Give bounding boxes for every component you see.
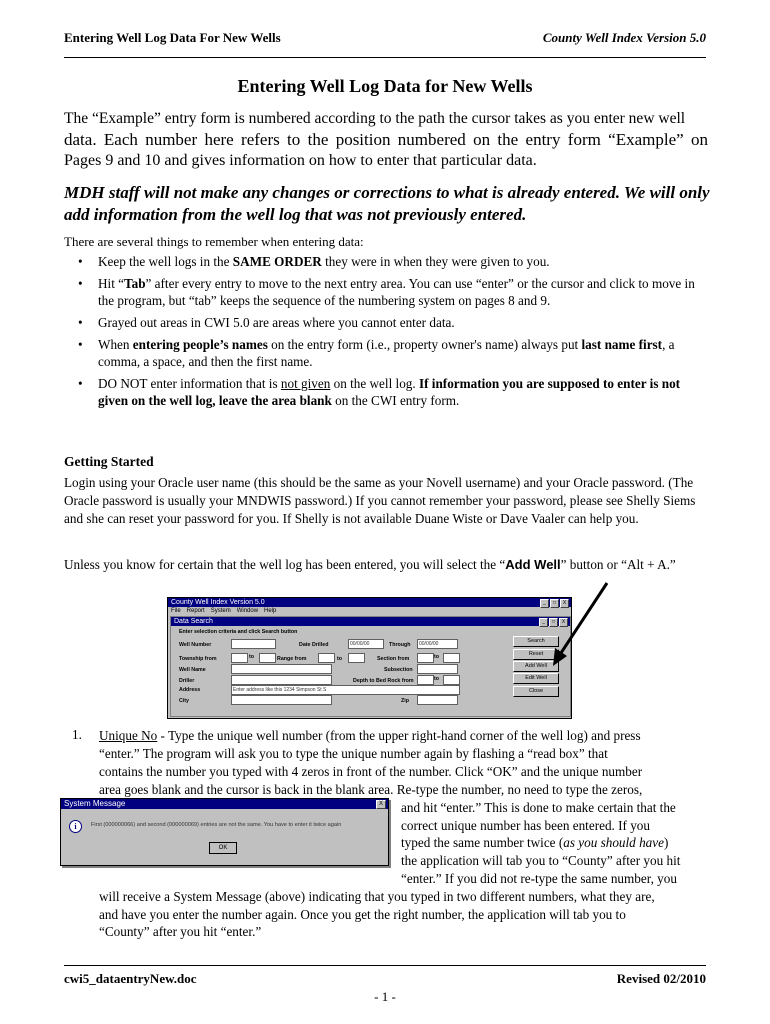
footer-rule — [64, 965, 706, 966]
close-icon[interactable]: X — [559, 618, 568, 627]
cwi-app-screenshot — [167, 597, 572, 719]
township-to-input[interactable] — [259, 653, 276, 663]
footer-filename: cwi5_dataentryNew.doc — [64, 971, 197, 986]
list-item: • DO NOT enter information that is not given on the well log. If information you are supposed to enter is not given on the well log, leave the area blank on the CWI entry form. — [78, 375, 712, 409]
section-to-label: to — [434, 654, 439, 660]
footer-revised: Revised 02/2010 — [616, 971, 706, 986]
close-icon[interactable]: X — [376, 800, 386, 809]
section-to-input[interactable] — [443, 653, 460, 663]
zip-input[interactable] — [417, 695, 458, 705]
well-name-label: Well Name — [179, 667, 206, 673]
well-name-input[interactable] — [231, 664, 332, 674]
menu-help[interactable]: Help — [264, 608, 277, 614]
driller-select[interactable] — [231, 675, 332, 685]
page-title: Entering Well Log Data for New Wells — [237, 76, 533, 96]
city-label: City — [179, 698, 190, 704]
list-item: • Hit “Tab” after every entry to move to the next entry area. You can use “enter” or the cursor and click to move in the program, but “tab” keeps the sequence of the numbering system on pages 8 and 9. — [78, 275, 712, 309]
reset-button[interactable]: Reset — [513, 649, 559, 660]
item1-line-5: will receive a System Message (above) indicating that you typed in two different numbers, what they are, — [99, 889, 655, 904]
pointer-arrow-icon — [545, 580, 615, 670]
intro-line-3: Pages 9 and 10 and gives information on how to enter that particular data. — [64, 152, 537, 169]
date-to-input[interactable]: 00/00/00 — [417, 639, 458, 649]
getting-started-text: Login using your Oracle user name (this should be the same as your Novell username) and your Oracle password. (The Oracle password is usually your MNDWIS password.) If you cannot remember your password, please see Shelly Siems and she can reset your password for you. If Shelly is not available Duane Wiste or Dave Vaaler can help you. — [64, 475, 696, 526]
item1-right-2: correct unique number has been entered. If you — [401, 818, 650, 833]
add-well-button[interactable]: Add Well — [513, 661, 559, 672]
range-from-input[interactable] — [318, 653, 335, 663]
depth-label: Depth to Bed Rock from — [353, 678, 414, 684]
close-icon[interactable]: X — [560, 599, 569, 608]
form-title-bar: Data Search _ □ X — [171, 617, 570, 626]
menu-bar — [168, 607, 571, 616]
item1-right-4: the application will tab you to “County” after you hit — [401, 853, 681, 868]
well-number-input[interactable] — [231, 639, 276, 649]
township-from-label: Township from — [179, 656, 217, 662]
item1-line-4: area goes blank and the cursor is back in the blank area. Re-type the number, no need to type the zeros, — [99, 782, 643, 797]
minimize-icon[interactable]: _ — [540, 599, 549, 608]
depth-to-input[interactable] — [443, 675, 460, 685]
item1-line-1: Unique No - Type the unique well number (from the upper right-hand corner of the well log) and press — [99, 728, 641, 743]
system-message-text: First (000000066) and second (000000069) entries are not the same. You have to enter it twice again — [91, 822, 342, 828]
list-item: • When entering people’s names on the entry form (i.e., property owner's name) always put last name first, a comma, a space, and then the first name. — [78, 336, 712, 370]
through-label: Through — [389, 642, 411, 648]
date-drilled-label: Date Drilled — [299, 642, 329, 648]
header-right: County Well Index Version 5.0 — [542, 30, 706, 45]
intro-line-2: data. Each number here refers to the position numbered on the entry form “Example” on — [64, 130, 708, 149]
app-title-bar: County Well Index Version 5.0 _ □ X — [168, 598, 571, 607]
township-to-label: to — [249, 654, 254, 660]
form-instruction: Enter selection criteria and click Search button — [179, 629, 298, 635]
list-item: • Grayed out areas in CWI 5.0 are areas where you cannot enter data. — [78, 314, 712, 331]
page-number: - 1 - — [374, 989, 396, 1004]
maximize-icon[interactable]: □ — [549, 618, 558, 627]
item1-line-3: contains the number you typed with 4 zeros in front of the number. Click “OK” and the unique number — [99, 764, 643, 779]
menu-system[interactable]: System — [210, 608, 231, 614]
range-to-input[interactable] — [348, 653, 365, 663]
edit-well-button[interactable]: Edit Well — [513, 673, 559, 684]
list-item: • Keep the well logs in the SAME ORDER they were in when they were given to you. — [78, 253, 712, 270]
item-number: 1. — [72, 727, 82, 742]
menu-report[interactable]: Report — [186, 608, 205, 614]
range-to-label: to — [337, 656, 342, 662]
getting-started-heading: Getting Started — [64, 454, 154, 469]
item1-right-5: “enter.” If you did not re-type the same number, you — [401, 871, 677, 886]
info-icon: i — [69, 820, 82, 833]
subsection-label: Subsection — [384, 667, 413, 673]
item1-line-7: “County” after you hit “enter.” — [99, 924, 262, 939]
item1-right-1: and hit “enter.” This is done to make certain that the — [401, 800, 676, 815]
maximize-icon[interactable]: □ — [550, 599, 559, 608]
city-select[interactable] — [231, 695, 332, 705]
item1-line-2: “enter.” The program will ask you to type the unique number again by flashing a “read box” that — [99, 746, 608, 761]
reminder-list — [64, 253, 712, 414]
township-from-input[interactable] — [231, 653, 248, 663]
minimize-icon[interactable]: _ — [539, 618, 548, 627]
address-label: Address — [179, 687, 201, 693]
mdh-notice: MDH staff will not make any changes or corrections to what is already entered. We will only add information from the well log that was not previously entered. — [64, 183, 710, 224]
section-from-input[interactable] — [417, 653, 434, 663]
address-input[interactable]: Enter address like this 1234 Simpson St S — [231, 685, 460, 695]
date-from-input[interactable]: 00/00/00 — [348, 639, 384, 649]
intro-line-1: The “Example” entry form is numbered according to the path the cursor takes as you enter new well — [64, 110, 686, 127]
add-well-instruction: Unless you know for certain that the well log has been entered, you will select the “Add Well” button or “Alt + A.” — [64, 557, 676, 572]
system-message-dialog — [60, 798, 389, 866]
search-button[interactable]: Search — [513, 636, 559, 647]
item1-line-6: and have you enter the number again. Once you get the right number, the application will tab you to — [99, 907, 626, 922]
zip-label: Zip — [401, 698, 409, 704]
menu-file[interactable]: File — [171, 608, 181, 614]
ok-button[interactable]: OK — [209, 842, 237, 854]
system-message-title: System Message X — [61, 799, 388, 809]
header-rule — [64, 57, 706, 58]
menu-window[interactable]: Window — [236, 608, 259, 614]
data-search-form — [170, 616, 571, 717]
remember-intro: There are several things to remember when entering data: — [64, 234, 364, 249]
well-number-label: Well Number — [179, 642, 212, 648]
range-from-label: Range from — [277, 656, 307, 662]
header-left: Entering Well Log Data For New Wells — [64, 30, 281, 45]
section-from-label: Section from — [377, 656, 410, 662]
depth-to-label: to — [434, 676, 439, 682]
driller-label: Driller — [179, 678, 195, 684]
item1-right-3: typed the same number twice (as you should have) — [401, 835, 669, 850]
subsection-input[interactable] — [417, 664, 458, 674]
close-button[interactable]: Close — [513, 686, 559, 697]
depth-from-input[interactable] — [417, 675, 434, 685]
